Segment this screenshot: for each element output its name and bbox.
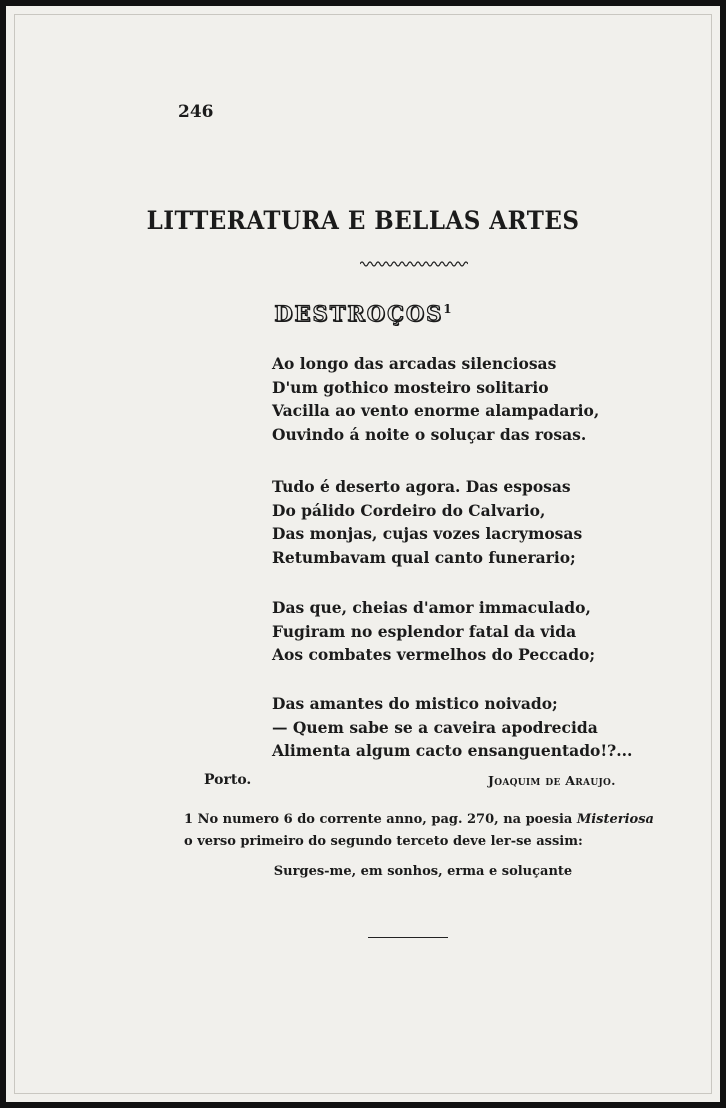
- footnote-text-before: No numero 6 do corrente anno, pag. 270, na poesia: [197, 812, 573, 827]
- poem-author: Joaquim de Araujo.: [488, 773, 616, 788]
- verse-line: D'um gothico mosteiro solitario: [272, 377, 549, 397]
- verse-line: Do pálido Cordeiro do Calvario,: [272, 500, 546, 520]
- section-title: LITTERATURA E BELLAS ARTES: [146, 206, 580, 235]
- stanza-4: [272, 692, 632, 763]
- verse-line: Das que, cheias d'amor immaculado,: [272, 598, 591, 617]
- footnote: [184, 809, 662, 853]
- verse-line: Vacilla ao vento enorme alampadario,: [272, 401, 600, 420]
- stanza-1: [272, 352, 599, 446]
- stanza-3: [272, 596, 595, 667]
- verse-line: Retumbavam qual canto funerario;: [272, 547, 576, 567]
- verse-line: Tudo é deserto agora. Das esposas: [272, 477, 571, 496]
- footnote-marker: 1: [184, 812, 194, 827]
- verse-line: Aos combates vermelhos do Peccado;: [272, 645, 596, 664]
- poem-title-text: DESTROÇOS: [274, 301, 444, 326]
- verse-line: Das amantes do mistico noivado;: [272, 694, 558, 713]
- verse-line: Das monjas, cujas vozes lacrymosas: [272, 524, 583, 543]
- end-rule: [368, 937, 448, 938]
- footnote-poem-name: Misteriosa: [576, 812, 654, 827]
- footnote-text-after: o verso primeiro do segundo terceto deve ler-se assim:: [184, 834, 583, 849]
- poem-title: [6, 301, 720, 326]
- verse-line: Alimenta algum cacto ensanguentado!?...: [272, 741, 633, 760]
- footnote-quote: Surges-me, em sonhos, erma e soluçante: [273, 864, 573, 879]
- page-number: 246: [178, 102, 214, 122]
- stanza-2: [272, 475, 582, 569]
- wavy-rule-ornament: [360, 259, 468, 269]
- verse-line: Ouvindo á noite o soluçar das rosas.: [272, 424, 587, 444]
- verse-line: Fugiram no esplendor fatal da vida: [272, 621, 577, 641]
- poem-footnote-marker: 1: [443, 302, 452, 316]
- verse-line: — Quem sabe se a caveira apodrecida: [272, 717, 598, 737]
- verse-line: Ao longo das arcadas silenciosas: [272, 354, 557, 373]
- poem-place: Porto.: [204, 772, 252, 788]
